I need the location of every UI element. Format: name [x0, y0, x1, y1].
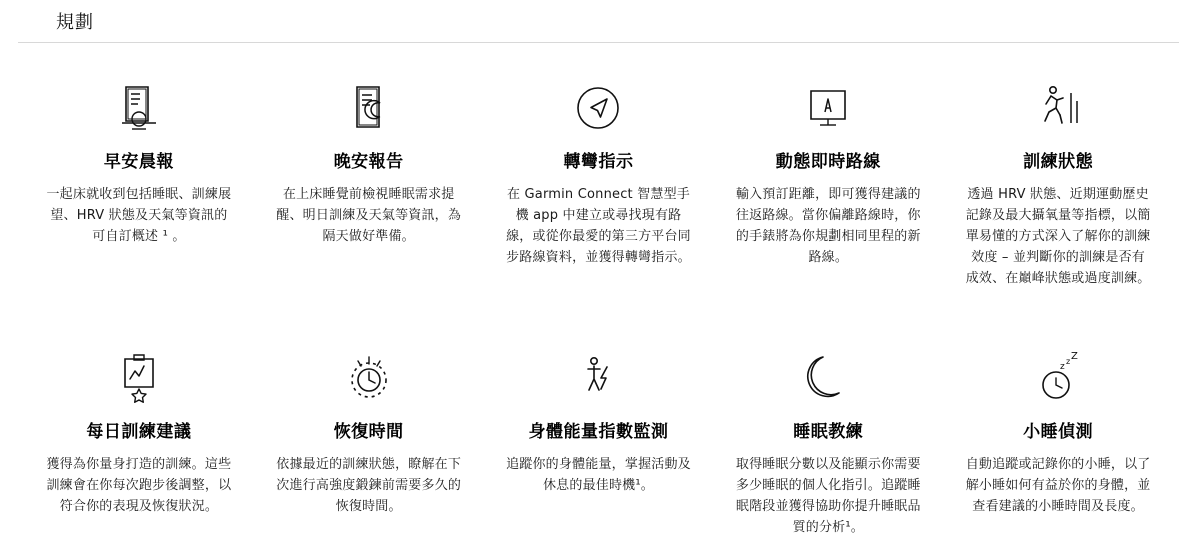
feature-card — [484, 307, 714, 538]
feature-card — [254, 307, 484, 538]
feature-description: 取得睡眠分數以及能顯示你需要多少睡眠的個人化指引。追蹤睡眠階段並獲得協助你提升睡眠品質的分析¹。 — [735, 457, 921, 535]
moon-clipboard-icon — [340, 75, 398, 137]
clipboard-chart-star-icon — [110, 345, 168, 407]
feature-grid-row-2 — [0, 289, 1197, 538]
feature-description: 自動追蹤或記錄你的小睡，以了解小睡如何有益於你的身體，並查看建議的小睡時間及長度。 — [965, 457, 1151, 514]
feature-card — [484, 61, 714, 289]
body-battery-icon — [569, 345, 627, 407]
feature-card — [943, 61, 1173, 289]
section-header — [18, 0, 1179, 43]
sunrise-clipboard-icon — [110, 75, 168, 137]
page-title: 規劃 — [56, 12, 94, 33]
sleep-moon-icon — [799, 345, 857, 407]
feature-title: 每日訓練建議 — [86, 422, 192, 442]
recovery-clock-icon — [340, 345, 398, 407]
svg-text:z: z — [1060, 362, 1065, 372]
feature-card — [24, 61, 254, 289]
feature-description: 透過 HRV 狀態、近期運動歷史記錄及最大攝氧量等指標，以簡單易懂的方式深入了解你的訓練效度 – 並判斷你的訓練是否有成效、在巔峰狀態或過度訓練。 — [965, 187, 1151, 286]
feature-card — [254, 61, 484, 289]
svg-text:z: z — [1066, 357, 1071, 366]
runner-bars-icon — [1029, 75, 1087, 137]
nap-zzz-clock-icon — [1029, 345, 1087, 407]
feature-card — [24, 307, 254, 538]
feature-card — [943, 307, 1173, 538]
svg-text:Z: Z — [1071, 351, 1078, 362]
feature-title: 早安晨報 — [103, 152, 174, 172]
feature-description: 在上床睡覺前檢視睡眠需求提醒、明日訓練及天氣等資訊，為隔天做好準備。 — [276, 187, 462, 244]
feature-description: 追蹤你的身體能量，掌握活動及休息的最佳時機¹。 — [506, 457, 691, 493]
feature-title: 身體能量指數監測 — [528, 422, 669, 442]
feature-title: 晚安報告 — [333, 152, 404, 172]
feature-title: 動態即時路線 — [775, 152, 881, 172]
feature-title: 睡眠教練 — [793, 422, 864, 442]
feature-title: 轉彎指示 — [563, 152, 634, 172]
feature-grid-row-1 — [0, 43, 1197, 289]
feature-description: 輸入預訂距離，即可獲得建議的往返路線。當你偏離路線時，你的手錶將為你規劃相同里程的新路線。 — [735, 187, 921, 265]
feature-card — [713, 61, 943, 289]
feature-title: 訓練狀態 — [1023, 152, 1094, 172]
navigation-arrow-circle-icon — [569, 75, 627, 137]
feature-description: 依據最近的訓練狀態，瞭解在下次進行高強度鍛鍊前需要多久的恢復時間。 — [276, 457, 462, 514]
feature-card — [713, 307, 943, 538]
feature-title: 小睡偵測 — [1023, 422, 1094, 442]
feature-title: 恢復時間 — [333, 422, 404, 442]
reroute-map-icon — [799, 75, 857, 137]
feature-description: 一起床就收到包括睡眠、訓練展望、HRV 狀態及天氣等資訊的可自訂概述 ¹ 。 — [46, 187, 232, 244]
feature-description: 在 Garmin Connect 智慧型手機 app 中建立或尋找現有路線，或從你最愛的第三方平台同步路線資料，並獲得轉彎指示。 — [506, 187, 691, 265]
feature-description: 獲得為你量身打造的訓練。這些訓練會在你每次跑步後調整，以符合你的表現及恢復狀況。 — [46, 457, 232, 514]
